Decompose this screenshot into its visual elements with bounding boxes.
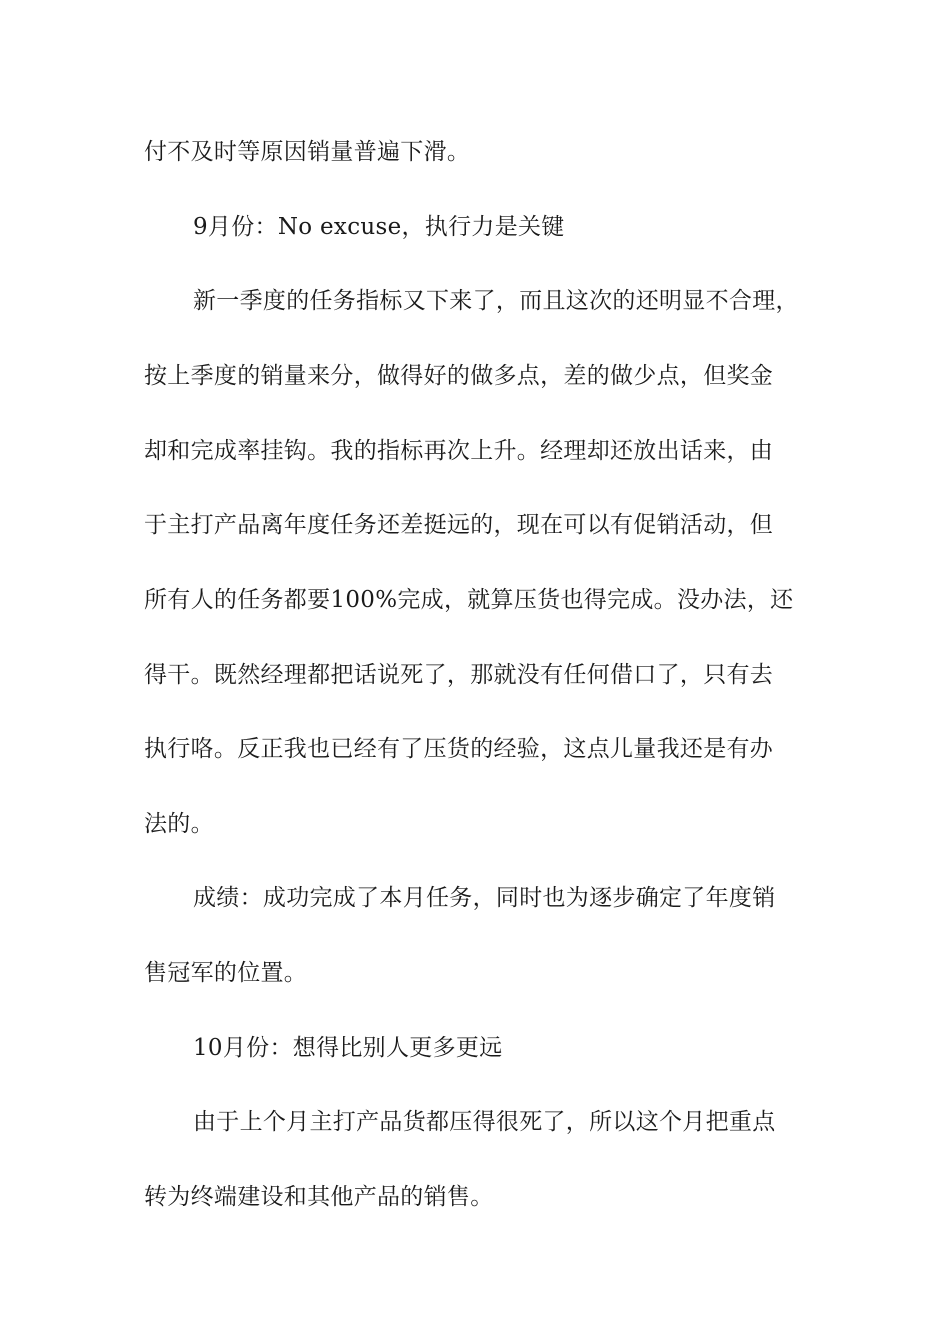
paragraph-line: 由于上个月主打产品货都压得很死了，所以这个月把重点	[193, 1109, 776, 1135]
text-line: 付不及时等原因销量普遍下滑。	[144, 139, 471, 165]
paragraph-line: 所有人的任务都要100%完成，就算压货也得完成。没办法，还	[144, 587, 794, 613]
paragraph-line: 按上季度的销量来分，做得好的做多点，差的做少点，但奖金	[144, 363, 774, 389]
paragraph-line: 却和完成率挂钩。我的指标再次上升。经理却还放出话来，由	[144, 438, 774, 464]
paragraph-line: 法的。	[144, 811, 214, 837]
results-line: 成绩：成功完成了本月任务，同时也为逐步确定了年度销	[193, 885, 776, 911]
paragraph-line: 于主打产品离年度任务还差挺远的，现在可以有促销活动，但	[144, 512, 774, 538]
section-heading-september: 9月份：No excuse，执行力是关键	[193, 214, 565, 240]
results-line: 售冠军的位置。	[144, 960, 308, 986]
paragraph-line: 执行咯。反正我也已经有了压货的经验，这点儿量我还是有办	[144, 736, 774, 762]
paragraph-line: 得干。既然经理都把话说死了，那就没有任何借口了，只有去	[144, 662, 774, 688]
paragraph-line: 新一季度的任务指标又下来了，而且这次的还明显不合理，	[193, 288, 799, 314]
paragraph-line: 转为终端建设和其他产品的销售。	[144, 1184, 494, 1210]
section-heading-october: 10月份：想得比别人更多更远	[193, 1035, 503, 1061]
